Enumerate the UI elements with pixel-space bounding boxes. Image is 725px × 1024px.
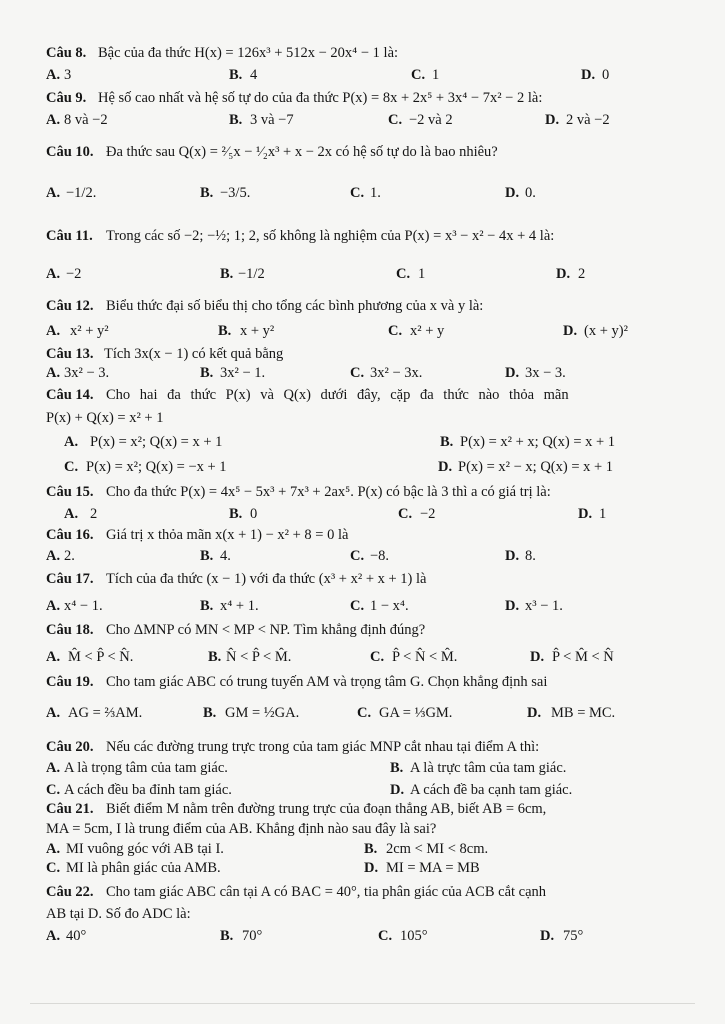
- question-text: Tích của đa thức (x − 1) với đa thức (x³ + x² + x + 1) là: [106, 571, 427, 587]
- question-label: Câu 20.: [46, 739, 94, 755]
- option-label: D.: [581, 67, 596, 83]
- option-label: D.: [530, 649, 545, 665]
- option-text: 75°: [563, 928, 584, 944]
- question-label: Câu 17.: [46, 571, 94, 587]
- question-label: Câu 14.: [46, 387, 94, 403]
- option-text: GM = ½GA.: [225, 705, 300, 721]
- question-text: Cho ΔMNP có MN < MP < NP. Tìm khẳng định đúng?: [106, 622, 426, 638]
- question-label: Câu 19.: [46, 674, 94, 690]
- option-text: (x + y)²: [584, 323, 628, 339]
- option-label: C.: [378, 928, 393, 944]
- option-text: 1 − x⁴.: [370, 598, 409, 614]
- option-text: 2: [578, 266, 586, 282]
- option-text: −1/2: [238, 266, 265, 282]
- option-label: D.: [545, 112, 560, 128]
- option-text: MB = MC.: [551, 705, 616, 721]
- question-text-continued: P(x) + Q(x) = x² + 1: [46, 410, 164, 426]
- option-text: −1/2.: [66, 185, 97, 201]
- option-label: A.: [46, 266, 61, 282]
- option-label: A.: [46, 112, 61, 128]
- option-label: D.: [505, 365, 520, 381]
- option-text: −2: [66, 266, 82, 282]
- option-label: C.: [350, 598, 365, 614]
- option-label: D.: [364, 860, 379, 876]
- option-text: x² + y²: [70, 323, 109, 339]
- option-label: D.: [578, 506, 593, 522]
- option-label: B.: [218, 323, 232, 339]
- question-text: Giá trị x thỏa mãn x(x + 1) − x² + 8 = 0 là: [106, 527, 349, 543]
- question-text: Cho tam giác ABC có trung tuyến AM và trọng tâm G. Chọn khẳng định sai: [106, 674, 548, 690]
- option-text: P(x) = x² + x; Q(x) = x + 1: [460, 434, 616, 450]
- option-label: C.: [46, 860, 61, 876]
- option-text: 3: [64, 67, 72, 83]
- option-text: AG = ⅔AM.: [68, 705, 143, 721]
- option-label: D.: [438, 459, 453, 475]
- option-label: C.: [388, 112, 403, 128]
- option-label: D.: [505, 185, 520, 201]
- option-text: A cách đề ba cạnh tam giác.: [410, 782, 573, 798]
- option-label: C.: [411, 67, 426, 83]
- option-label: B.: [203, 705, 217, 721]
- option-text: 4.: [220, 548, 231, 564]
- option-text: P(x) = x²; Q(x) = −x + 1: [86, 459, 227, 475]
- option-text: 0.: [525, 185, 536, 201]
- option-label: A.: [46, 598, 61, 614]
- question-text: Hệ số cao nhất và hệ số tự do của đa thức P(x) = 8x + 2x⁵ + 3x⁴ − 7x² − 2 là:: [98, 90, 543, 106]
- option-text: A là trọng tâm của tam giác.: [64, 760, 228, 776]
- question-text: Cho tam giác ABC cân tại A có BAC = 40°, tia phân giác của ACB cắt cạnh: [106, 884, 547, 900]
- option-text: 2.: [64, 548, 75, 564]
- option-label: C.: [350, 365, 365, 381]
- question-label: Câu 22.: [46, 884, 94, 900]
- option-text: 0: [602, 67, 610, 83]
- question-text: Đa thức sau Q(x) = ²⁄₅x − ¹⁄₂x³ + x − 2x có hệ số tự do là bao nhiêu?: [106, 144, 498, 160]
- question-label: Câu 12.: [46, 298, 94, 314]
- option-text: 8 và −2: [64, 112, 108, 128]
- option-label: A.: [46, 365, 61, 381]
- option-label: C.: [396, 266, 411, 282]
- option-label: D.: [505, 548, 520, 564]
- option-text: 105°: [400, 928, 428, 944]
- option-label: B.: [208, 649, 222, 665]
- option-text: x + y²: [240, 323, 275, 339]
- option-label: A.: [64, 434, 79, 450]
- option-text: P(x) = x² − x; Q(x) = x + 1: [458, 459, 614, 475]
- option-label: B.: [200, 185, 214, 201]
- option-label: B.: [220, 266, 234, 282]
- option-label: A.: [46, 760, 61, 776]
- question-label: Câu 15.: [46, 484, 94, 500]
- option-text: 4: [250, 67, 258, 83]
- option-label: D.: [390, 782, 405, 798]
- option-text: P(x) = x²; Q(x) = x + 1: [90, 434, 223, 450]
- option-text: 3 và −7: [250, 112, 294, 128]
- option-label: C.: [398, 506, 413, 522]
- option-text: −8.: [370, 548, 390, 564]
- option-text: MI vuông góc với AB tại I.: [66, 841, 224, 857]
- option-label: D.: [540, 928, 555, 944]
- option-text: 1: [418, 266, 426, 282]
- option-text: P̂ < N̂ < M̂.: [392, 649, 458, 665]
- option-label: B.: [200, 365, 214, 381]
- option-text: MI là phân giác của AMB.: [66, 860, 221, 876]
- option-text: 3x² − 3.: [64, 365, 110, 381]
- option-text: 8.: [525, 548, 536, 564]
- option-text: N̂ < P̂ < M̂.: [226, 649, 292, 665]
- option-label: A.: [46, 705, 61, 721]
- option-label: B.: [364, 841, 378, 857]
- question-text-continued: AB tại D. Số đo ADC là:: [46, 906, 191, 922]
- option-label: C.: [350, 185, 365, 201]
- option-label: A.: [46, 841, 61, 857]
- question-text: Tích 3x(x − 1) có kết quả bằng: [104, 346, 284, 362]
- option-label: A.: [46, 548, 61, 564]
- question-label: Câu 21.: [46, 801, 94, 817]
- question-text: Trong các số −2; −½; 1; 2, số không là nghiệm của P(x) = x³ − x² − 4x + 4 là:: [106, 228, 555, 244]
- option-text: 40°: [66, 928, 87, 944]
- option-text: −2 và 2: [409, 112, 453, 128]
- option-label: C.: [388, 323, 403, 339]
- question-label: Câu 8.: [46, 45, 87, 61]
- question-text: Biết điểm M nằm trên đường trung trực của đoạn thẳng AB, biết AB = 6cm,: [106, 801, 547, 817]
- option-text: GA = ⅓GM.: [379, 705, 453, 721]
- option-text: 1: [432, 67, 440, 83]
- option-label: B.: [229, 112, 243, 128]
- question-text: Biểu thức đại số biểu thị cho tổng các bình phương của x và y là:: [106, 298, 484, 314]
- question-label: Câu 9.: [46, 90, 87, 106]
- option-text: x⁴ + 1.: [220, 598, 259, 614]
- option-label: D.: [556, 266, 571, 282]
- option-text: M̂ < P̂ < N̂.: [68, 649, 134, 665]
- option-text: 1: [599, 506, 607, 522]
- option-label: B.: [229, 67, 243, 83]
- option-label: A.: [46, 185, 61, 201]
- option-label: A.: [46, 649, 61, 665]
- option-text: A cách đều ba đỉnh tam giác.: [64, 782, 232, 798]
- option-label: A.: [46, 928, 61, 944]
- question-label: Câu 16.: [46, 527, 94, 543]
- question-text: Cho hai đa thức P(x) và Q(x) dưới đây, cặp đa thức nào thỏa mãn: [106, 387, 569, 403]
- question-text-continued: MA = 5cm, I là trung điểm của AB. Khẳng định nào sau đây là sai?: [46, 821, 437, 837]
- option-label: C.: [350, 548, 365, 564]
- option-text: MI = MA = MB: [386, 860, 480, 876]
- option-text: x² + y: [410, 323, 445, 339]
- option-label: D.: [505, 598, 520, 614]
- option-text: 3x² − 3x.: [370, 365, 423, 381]
- question-label: Câu 18.: [46, 622, 94, 638]
- option-label: A.: [64, 506, 79, 522]
- option-text: −3/5.: [220, 185, 251, 201]
- option-text: x⁴ − 1.: [64, 598, 103, 614]
- option-text: 2: [90, 506, 98, 522]
- option-text: 3x² − 1.: [220, 365, 266, 381]
- option-label: A.: [46, 67, 61, 83]
- option-label: B.: [200, 548, 214, 564]
- option-label: B.: [390, 760, 404, 776]
- option-label: D.: [563, 323, 578, 339]
- option-text: 70°: [242, 928, 263, 944]
- option-text: −2: [420, 506, 436, 522]
- question-label: Câu 13.: [46, 346, 94, 362]
- question-label: Câu 10.: [46, 144, 94, 160]
- option-text: 2 và −2: [566, 112, 610, 128]
- option-text: P̂ < M̂ < N̂: [552, 649, 614, 665]
- option-label: C.: [370, 649, 385, 665]
- question-text: Nếu các đường trung trực trong của tam giác MNP cắt nhau tại điểm A thì:: [106, 739, 540, 755]
- option-text: x³ − 1.: [525, 598, 563, 614]
- option-label: B.: [220, 928, 234, 944]
- question-text: Bậc của đa thức H(x) = 126x³ + 512x − 20x⁴ − 1 là:: [98, 45, 399, 61]
- option-label: C.: [357, 705, 372, 721]
- option-label: C.: [46, 782, 61, 798]
- option-label: C.: [64, 459, 79, 475]
- option-label: D.: [527, 705, 542, 721]
- option-label: B.: [229, 506, 243, 522]
- option-label: A.: [46, 323, 61, 339]
- option-text: 2cm < MI < 8cm.: [386, 841, 489, 857]
- option-label: B.: [200, 598, 214, 614]
- option-text: 3x − 3.: [525, 365, 566, 381]
- option-text: 1.: [370, 185, 381, 201]
- question-text: Cho đa thức P(x) = 4x⁵ − 5x³ + 7x³ + 2ax⁵. P(x) có bậc là 3 thì a có giá trị là:: [106, 484, 551, 500]
- option-label: B.: [440, 434, 454, 450]
- option-text: A là trực tâm của tam giác.: [410, 760, 567, 776]
- question-label: Câu 11.: [46, 228, 93, 244]
- footer-divider: [30, 1003, 695, 1004]
- option-text: 0: [250, 506, 258, 522]
